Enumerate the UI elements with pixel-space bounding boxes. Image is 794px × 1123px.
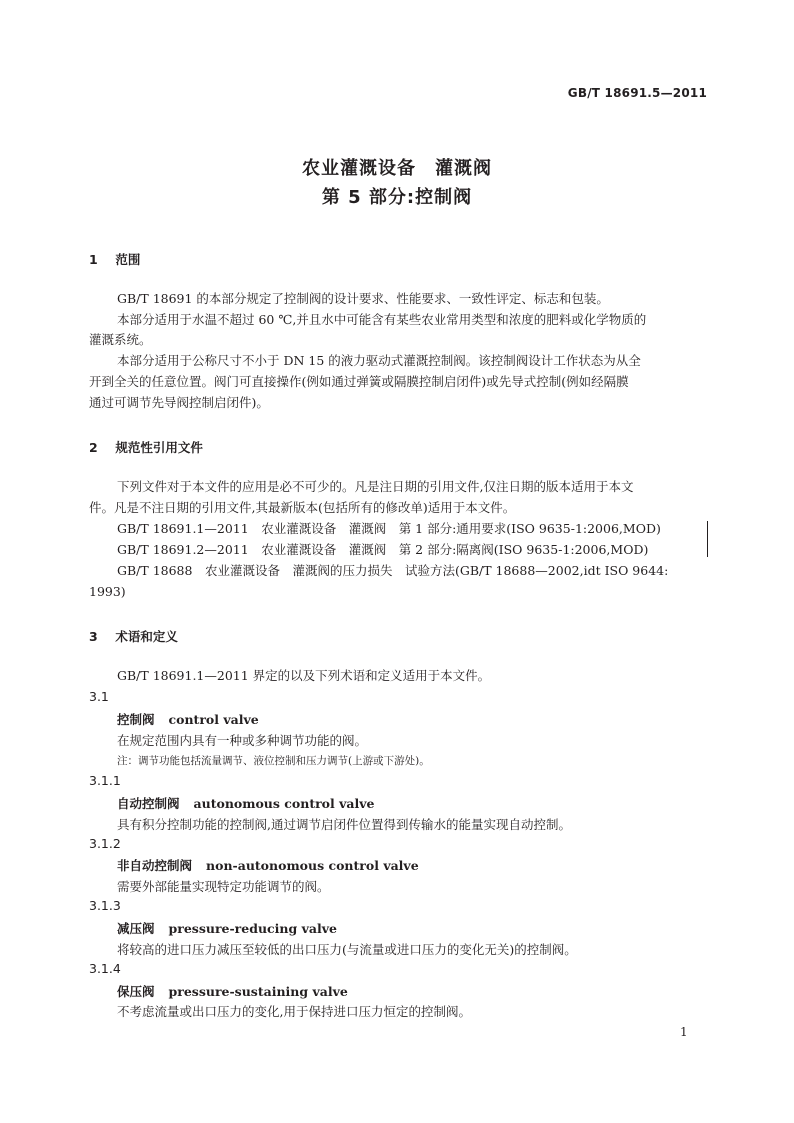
term-zh: 保压阀 (117, 984, 155, 999)
document-title-line2: 第 5 部分:控制阀 (321, 187, 473, 208)
term-en: control valve (168, 712, 259, 727)
section-heading-normative-references (89, 438, 203, 456)
term-en: pressure-reducing valve (168, 921, 337, 936)
term-en: non-autonomous control valve (206, 858, 419, 873)
revision-bar (707, 521, 708, 557)
term-entry (117, 982, 348, 1000)
term-zh: 非自动控制阀 (117, 858, 193, 873)
term-definition: 具有积分控制功能的控制阀,通过调节启闭件位置得到传输水的能量实现自动控制。 (117, 817, 571, 832)
section-title: 范围 (115, 252, 141, 267)
term-definition: 在规定范围内具有一种或多种调节功能的阀。 (117, 733, 368, 748)
term-entry (117, 794, 374, 812)
section-number: 3 (89, 629, 98, 644)
term-zh: 减压阀 (117, 921, 155, 936)
term-definition: 需要外部能量实现特定功能调节的阀。 (117, 879, 330, 894)
term-en: pressure-sustaining valve (168, 984, 348, 999)
reference-3-line1: GB/T 18688 农业灌溉设备 灌溉阀的压力损失 试验方法(GB/T 18688—2002,idt ISO 9644: (117, 563, 669, 578)
term-entry (117, 856, 419, 874)
clause-number: 3.1 (89, 689, 109, 704)
section-title: 规范性引用文件 (115, 440, 203, 455)
reference-3-line2: 1993) (89, 584, 126, 599)
clause-number: 3.1.4 (89, 961, 121, 976)
term-definition: 将较高的进口压力减压至较低的出口压力(与流量或进口压力的变化无关)的控制阀。 (117, 942, 577, 957)
clause-number: 3.1.1 (89, 773, 121, 788)
term-entry (117, 710, 259, 728)
normative-paragraph-line2: 件。凡是不注日期的引用文件,其最新版本(包括所有的修改单)适用于本文件。 (89, 500, 516, 515)
terms-intro: GB/T 18691.1—2011 界定的以及下列术语和定义适用于本文件。 (117, 668, 491, 683)
term-definition: 不考虑流量或出口压力的变化,用于保持进口压力恒定的控制阀。 (117, 1004, 471, 1019)
page-number: 1 (680, 1025, 688, 1039)
term-zh: 控制阀 (117, 712, 155, 727)
term-en: autonomous control valve (193, 796, 375, 811)
clause-number: 3.1.2 (89, 836, 121, 851)
reference-1: GB/T 18691.1—2011 农业灌溉设备 灌溉阀 第 1 部分:通用要求(ISO 9635-1:2006,MOD) (117, 521, 661, 536)
term-note: 注：调节功能包括流量调节、液位控制和压力调节(上游或下游处)。 (117, 755, 430, 767)
scope-paragraph-3-line1: 本部分适用于公称尺寸不小于 DN 15 的液力驱动式灌溉控制阀。该控制阀设计工作状态为从全 (117, 353, 641, 368)
normative-paragraph-line1: 下列文件对于本文件的应用是必不可少的。凡是注日期的引用文件,仅注日期的版本适用于本文 (117, 479, 634, 494)
term-entry (117, 919, 337, 937)
section-heading-scope (89, 250, 140, 268)
document-title-line1: 农业灌溉设备 灌溉阀 (302, 158, 492, 179)
standard-code: GB/T 18691.5—2011 (567, 86, 707, 100)
section-number: 1 (89, 252, 98, 267)
reference-2: GB/T 18691.2—2011 农业灌溉设备 灌溉阀 第 2 部分:隔离阀(ISO 9635-1:2006,MOD) (117, 542, 649, 557)
term-zh: 自动控制阀 (117, 796, 180, 811)
clause-number: 3.1.3 (89, 898, 121, 913)
section-title: 术语和定义 (115, 629, 178, 644)
scope-paragraph-3-line2: 开到全关的任意位置。阀门可直接操作(例如通过弹簧或隔膜控制启闭件)或先导式控制(例如经隔膜 (89, 374, 629, 389)
scope-paragraph-1: GB/T 18691 的本部分规定了控制阀的设计要求、性能要求、一致性评定、标志和包装。 (117, 291, 609, 306)
scope-paragraph-2-line2: 灌溉系统。 (89, 332, 152, 347)
scope-paragraph-3-line3: 通过可调节先导阀控制启闭件)。 (89, 395, 269, 410)
scope-paragraph-2-line1: 本部分适用于水温不超过 60 ℃,并且水中可能含有某些农业常用类型和浓度的肥料或化学物质的 (117, 312, 647, 327)
section-number: 2 (89, 440, 98, 455)
section-heading-terms (89, 627, 178, 645)
